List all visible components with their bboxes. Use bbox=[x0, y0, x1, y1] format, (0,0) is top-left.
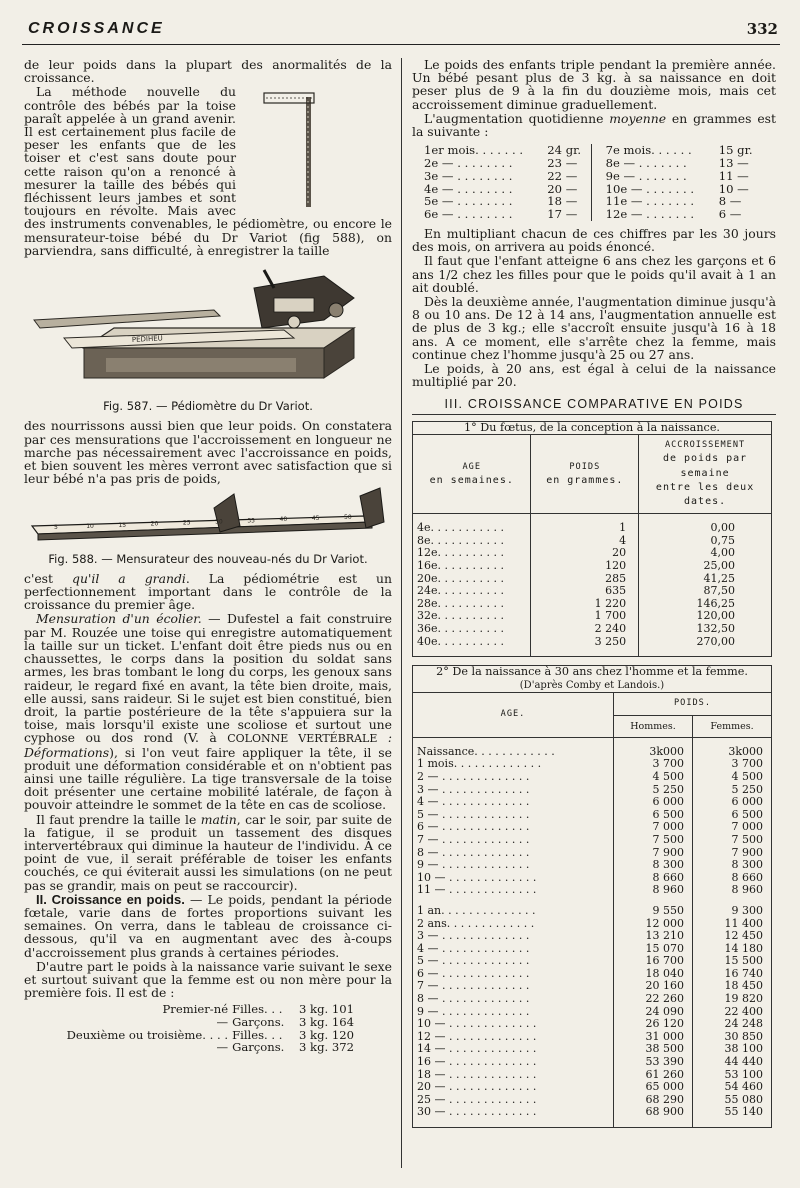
table-row: 5 — . . . . . . . . . . . . . 16 700 15 500 bbox=[413, 955, 772, 968]
table-row: 12e. . . . . . . . . . 20 4,00 bbox=[413, 547, 772, 560]
table-row: 30 — . . . . . . . . . . . . . 68 900 55 140 bbox=[413, 1106, 772, 1119]
ruler-tick-label: 45 bbox=[311, 515, 320, 523]
table-row: 9 — . . . . . . . . . . . . . 24 090 22 400 bbox=[413, 1006, 772, 1019]
ruler-tick-label: 35 bbox=[247, 517, 255, 525]
table-row: 32e. . . . . . . . . . 1 700 120,00 bbox=[413, 610, 772, 623]
table-row: 8 — . . . . . . . . . . . . . 7 900 7 900 bbox=[413, 847, 772, 860]
table-row: 2 ans. . . . . . . . . . . . . 12 000 11 400 bbox=[413, 918, 772, 931]
fetal-weight-table bbox=[412, 421, 772, 658]
paragraph: D'autre part le poids à la naissance varie suivant le sexe et surtout suivant que la femme est ou non mère pour la première fois. Il est de : bbox=[24, 958, 392, 1001]
paragraph: des nourrissons aussi bien que leur poids. On constatera par ces mensurations que l'accroissement en longueur ne marche pas nécessairement avec l'accroissance en poids, et bien souvent les mères verront avec satisfaction que si leur bébé n'a pas pris de poids, bbox=[24, 418, 392, 487]
table-row: 4 — . . . . . . . . . . . . . 6 000 6 000 bbox=[413, 796, 772, 809]
table-caption: 2° De la naissance à 30 ans chez l'homme et la femme. (D'après Comby et Landois.) bbox=[413, 666, 772, 693]
table-row: 20e. . . . . . . . . . 285 41,25 bbox=[413, 573, 772, 586]
table-row: 3 — . . . . . . . . . . . . . 13 210 12 450 bbox=[413, 930, 772, 943]
table-row: — Garçons. 3 kg. 164 bbox=[216, 1014, 354, 1029]
ruler-tick-label: 5 bbox=[54, 524, 58, 532]
paragraph: En multipliant chacun de ces chiffres par les 30 jours des mois, on arrivera au poids énoncé. bbox=[412, 226, 776, 255]
section-3-heading: III. CROISSANCE COMPARATIVE EN POIDS bbox=[412, 398, 776, 414]
table-row: 6 — . . . . . . . . . . . . . 7 000 7 000 bbox=[413, 821, 772, 834]
table-row: 4e — . . . . . . . . 20 — 10e — . . . . . . . 10 — bbox=[424, 181, 749, 196]
left-column bbox=[24, 58, 392, 1054]
table-row: 16 — . . . . . . . . . . . . . 53 390 44 440 bbox=[413, 1056, 772, 1069]
section-2-heading: II. Croissance en poids. bbox=[36, 891, 185, 907]
figure-587-caption: Fig. 587. — Pédiomètre du Dr Variot. bbox=[103, 399, 313, 414]
table-row: 4 — . . . . . . . . . . . . . 15 070 14 180 bbox=[413, 943, 772, 956]
column-divider bbox=[401, 58, 402, 1168]
table-row: 5e — . . . . . . . . 18 — 11e — . . . . . . . 8 — bbox=[424, 194, 742, 209]
table-row: 6 — . . . . . . . . . . . . . 18 040 16 740 bbox=[413, 968, 772, 981]
ruler-tick-label: 20 bbox=[150, 521, 159, 529]
table-row: — Garçons. 3 kg. 372 bbox=[216, 1040, 354, 1055]
table-row: Deuxième ou troisième. . . . Filles. . . 3 kg. 120 bbox=[66, 1027, 354, 1042]
table-row: Premier-né Filles. . . 3 kg. 101 bbox=[162, 1002, 354, 1017]
table-row: 10 — . . . . . . . . . . . . . 26 120 24 248 bbox=[413, 1018, 772, 1031]
paragraph-grandi: c'est qu'il a grandi. La pédiométrie est un perfectionnement important dans le contrôle de la croissance du premier âge. bbox=[24, 570, 393, 613]
paragraph-toise: La méthode nouvelle du contrôle des bébés par la toise paraît appelée à un grand avenir. Il est certainement plus facile de peser les enfants que de les toiser et c'est sans doute pour cette raison qu'on a renoncé à mesurer la taille des bébés qui fléchissent leurs jambes et sont toujours en révolte. Mais avec des instruments convenables, le pédiomètre, ou encore le mensurateur-toise bébé du Dr Variot (fig 588), on parviendra, sans difficulté, à enregistrer la taille bbox=[24, 85, 392, 257]
ruler-tick-label: 40 bbox=[279, 516, 288, 524]
pediometre-illustration bbox=[24, 258, 392, 396]
table-row: 40e. . . . . . . . . . 3 250 270,00 bbox=[413, 636, 772, 649]
figure-587-stand bbox=[242, 87, 392, 207]
column-header-men: Hommes. bbox=[614, 715, 693, 737]
table-row: 9 — . . . . . . . . . . . . . 8 300 8 300 bbox=[413, 859, 772, 872]
paragraph: Le poids, à 20 ans, est égal à celui de la naissance multiplié par 20. bbox=[412, 361, 776, 390]
birth-to-30-weight-table bbox=[412, 665, 772, 1128]
ruler-tick-label: 10 bbox=[86, 523, 94, 531]
ruler-tick-label: 15 bbox=[118, 522, 127, 530]
column-header-women: Femmes. bbox=[693, 715, 772, 737]
table-row: 7 — . . . . . . . . . . . . . 7 500 7 500 bbox=[413, 834, 772, 847]
paragraph-ecolier: Mensuration d'un écolier. — Dufestel a fait construire par M. Rouzée une toise qui enregistre automatiquement la taille sur un ticket. L'enfant doit être pieds nus ou en chaussettes, le corps dans la position du soldat sans armes, les bras tombant le long du corps, les genoux sans raideur, le regard fixé en avant, la tête bien droite, mais, elle aussi, sans raideur. Si le sujet est bien constitué, bien droit, la partie postérieure de la tête s'appuiera sur la toise, mais lorsqu'il existe une scoliose et surtout une cyphose ou dos rond (V. à COLONNE VERTÉBRALE : Déformations), si l'on veut faire appliquer la tête, il se produit une déformation considérable et on n'obtient pas ainsi une taille régulière. La tige transversale de la toise doit présenter une certaine mobilité latérale, de façon à pouvoir atteindre le sommet de la tête en cas de scoliose. bbox=[24, 611, 392, 813]
table-row: 3 — . . . . . . . . . . . . . 5 250 5 250 bbox=[413, 784, 772, 797]
paragraph: Le poids des enfants triple pendant la première année. Un bébé pesant plus de 3 kg. à sa naissance en doit peser plus de 9 à la fin du douzième mois, mais cet accroissement diminue graduellement. bbox=[412, 57, 776, 112]
section-2: II. Croissance en poids. — Le poids, pendant la période fœtale, varie dans de fortes proportions suivant les semaines. On verra, dans le tableau de croissance ci-dessous, qu'il va en augmentant avec des à-coups d'accroissement plus grands à certaines périodes. bbox=[24, 891, 392, 960]
table-row: 1 mois. . . . . . . . . . . . . 3 700 3 700 bbox=[413, 758, 772, 771]
mensurateur-illustration bbox=[24, 486, 392, 548]
table-row: 6e — . . . . . . . . 17 — 12e — . . . . . . . 6 — bbox=[424, 207, 742, 222]
table-row: 36e. . . . . . . . . . 2 240 132,50 bbox=[413, 623, 772, 636]
table-row: 12 — . . . . . . . . . . . . . 31 000 30 850 bbox=[413, 1031, 772, 1044]
table-row: 24e. . . . . . . . . . 635 87,50 bbox=[413, 585, 772, 598]
header-rule bbox=[22, 44, 780, 45]
table-row: 16e. . . . . . . . . . 120 25,00 bbox=[413, 560, 772, 573]
column-header-weight: POIDS en grammes. bbox=[531, 435, 639, 514]
table-row: 7 — . . . . . . . . . . . . . 20 160 18 450 bbox=[413, 980, 772, 993]
table-row: 25 — . . . . . . . . . . . . . 68 290 55 080 bbox=[413, 1094, 772, 1107]
table-row: 5 — . . . . . . . . . . . . . 6 500 6 500 bbox=[413, 809, 772, 822]
figure-588 bbox=[24, 486, 392, 565]
figure-587 bbox=[24, 258, 392, 413]
table-row: 20 — . . . . . . . . . . . . . 65 000 54 460 bbox=[413, 1081, 772, 1094]
table-row: 3e — . . . . . . . . 22 — 9e — . . . . . . . 11 — bbox=[424, 168, 749, 183]
ruler-tick-label: 30 bbox=[215, 518, 223, 526]
running-header bbox=[22, 14, 780, 44]
table-row: 1er mois. . . . . . . 24 gr. 7e mois. . . . . . 15 gr. bbox=[424, 143, 753, 158]
table-row: 11 — . . . . . . . . . . . . . 8 960 8 960 bbox=[413, 884, 772, 897]
table-caption: 1° Du fœtus, de la conception à la naissance. bbox=[413, 421, 772, 435]
right-column bbox=[412, 58, 776, 1136]
table-row: 2 — . . . . . . . . . . . . . 4 500 4 500 bbox=[413, 771, 772, 784]
measuring-stand-illustration bbox=[254, 87, 404, 207]
table-row: 4e. . . . . . . . . . . 1 0,00 bbox=[413, 522, 772, 535]
column-header-age: AGE en semaines. bbox=[413, 435, 531, 514]
table-row: 2e — . . . . . . . . 23 — 8e — . . . . . . . 13 — bbox=[424, 156, 749, 171]
column-header-increase: ACCROISSEMENT de poids par semaine entre les deux dates. bbox=[639, 435, 772, 514]
page-number: 332 bbox=[746, 20, 778, 38]
paragraph-matin: Il faut prendre la taille le matin, car le soir, par suite de la fatigue, il se produit un tassement des disques intervertébraux qui diminue la hauteur de l'individu. A ce point de vue, il serait préférable de toiser les enfants couchés, ce qui éviterait aussi les simulations (on ne peut pas se grandir, mais on peut se raccourcir). bbox=[24, 811, 392, 893]
table-row: 14 — . . . . . . . . . . . . . 38 500 38 100 bbox=[413, 1043, 772, 1056]
figure-588-caption: Fig. 588. — Mensurateur des nouveau-nés du Dr Variot. bbox=[48, 551, 368, 566]
birth-weight-table bbox=[54, 1003, 354, 1053]
table-row: Naissance. . . . . . . . . . . . 3k000 3k000 bbox=[413, 746, 772, 759]
column-header-age: AGE. bbox=[413, 693, 614, 737]
pediometre-label: PEDIHEU bbox=[131, 334, 163, 345]
ruler-tick-label: 25 bbox=[182, 520, 191, 528]
table-row: 8e. . . . . . . . . . . 4 0,75 bbox=[413, 535, 772, 548]
paragraph: de leur poids dans la plupart des anormalités de la croissance. bbox=[24, 57, 392, 86]
ruler-tick-label: 50 bbox=[344, 514, 352, 522]
paragraph: Il faut que l'enfant atteigne 6 ans chez les garçons et 6 ans 1/2 chez les filles pour que le poids qu'il avait à 1 an ait doublé. bbox=[412, 253, 776, 295]
column-header-weight: POIDS. bbox=[614, 693, 772, 715]
table-row: 18 — . . . . . . . . . . . . . 61 260 53 100 bbox=[413, 1069, 772, 1082]
table-row: 28e. . . . . . . . . . 1 220 146,25 bbox=[413, 598, 772, 611]
table-row: 10 — . . . . . . . . . . . . . 8 660 8 660 bbox=[413, 872, 772, 885]
table-row: 1 an. . . . . . . . . . . . . . 9 550 9 300 bbox=[413, 905, 772, 918]
daily-gain-table bbox=[422, 144, 762, 221]
header-title: CROISSANCE bbox=[28, 20, 165, 37]
table-row: 8 — . . . . . . . . . . . . . 22 260 19 820 bbox=[413, 993, 772, 1006]
paragraph: Dès la deuxième année, l'augmentation diminue jusqu'à 8 ou 10 ans. De 12 à 14 ans, l'augmentation annuelle est de plus de 3 kg.; elle s'accroît ensuite jusqu'à 16 à 18 ans. A ce moment, elle s'arrête chez la femme, mais continue chez l'homme jusqu'à 25 ou 27 ans. bbox=[412, 294, 776, 362]
paragraph-daily: L'augmentation quotidienne moyenne en grammes est la suivante : bbox=[412, 110, 776, 140]
